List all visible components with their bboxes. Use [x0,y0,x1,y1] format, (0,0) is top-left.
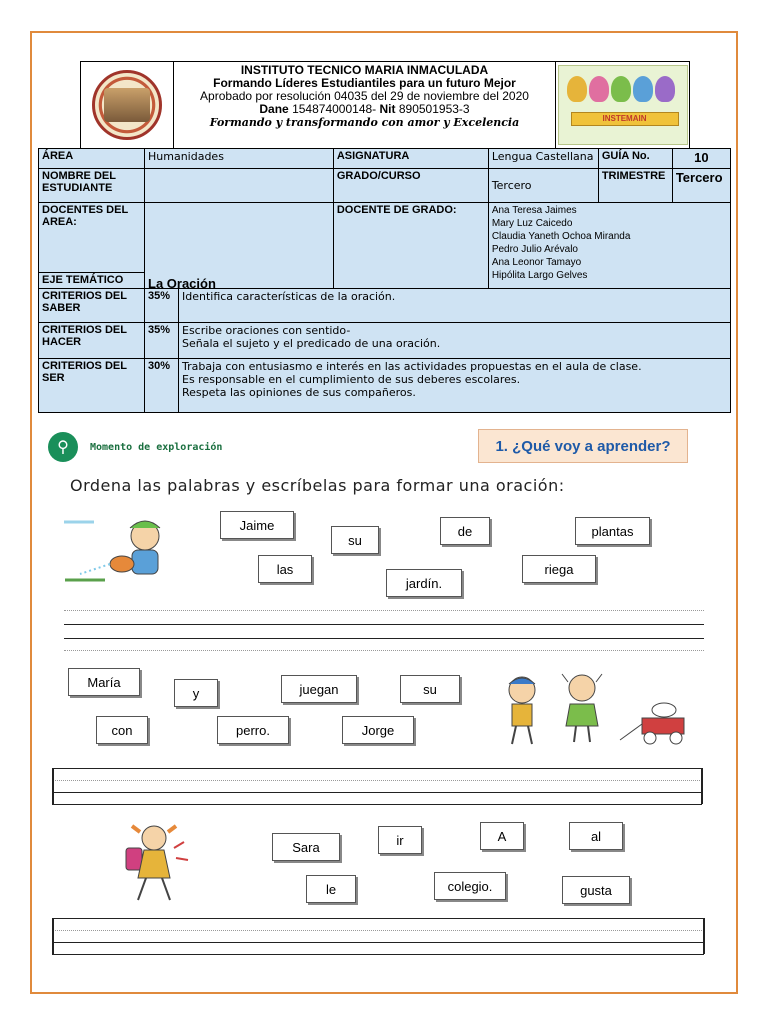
word-card[interactable]: Jorge [342,716,414,744]
docentes-list: Ana Teresa Jaimes Mary Luz Caicedo Claudia Yaneth Ochoa Miranda Pedro Julio Arévalo Ana Leonor Tamayo Hipólita Largo Gelves [488,203,730,289]
word-card[interactable]: Jaime [220,511,294,539]
school-header [80,61,690,149]
trimestre-label: TRIMESTRE [598,169,672,203]
eje-label: EJE TEMÁTICO [39,273,145,289]
approval-text: Aprobado por resolución 04035 del 29 de noviembre del 2020 [200,89,529,103]
gardener-boy-icon [60,514,184,586]
word-card[interactable]: gusta [562,876,630,904]
nombre-value[interactable] [145,169,334,203]
institution-slogan: Formando y transformando con amor y Excelencia [209,116,520,129]
area-value: Humanidades [145,149,334,169]
docentes-area-label: DOCENTES DEL AREA: [39,203,145,273]
word-card[interactable]: plantas [575,517,650,545]
docente-grado-label: DOCENTE DE GRADO: [333,203,488,289]
guide-info-table [38,148,731,413]
institution-motto: Formando Líderes Estudiantiles para un futuro Mejor [213,76,516,90]
guia-label: GUÍA No. [598,149,672,169]
word-card[interactable]: colegio. [434,872,506,900]
word-card[interactable]: Sara [272,833,340,861]
word-card[interactable]: riega [522,555,596,583]
grado-label: GRADO/CURSO [333,169,488,203]
school-seal-logo [81,62,174,148]
header-text [174,62,556,148]
guia-value: 10 [672,149,730,169]
word-card[interactable]: le [306,875,356,903]
owls-icon: INSTEMAIN [558,65,688,145]
grado-value: Tercero [488,169,598,203]
word-card[interactable]: María [68,668,140,696]
ser-pct: 30% [145,359,179,413]
asignatura-value: Lengua Castellana [488,149,598,169]
hacer-label: CRITERIOS DEL HACER [39,323,145,359]
exploration-header [48,432,222,462]
word-card[interactable]: con [96,716,148,744]
word-card[interactable]: su [331,526,379,554]
exercise-instruction: Ordena las palabras y escríbelas para formar una oración: [70,476,565,495]
exploration-title: Momento de exploración [90,441,223,453]
area-label: ÁREA [39,149,145,169]
word-card[interactable]: de [440,517,490,545]
ser-label: CRITERIOS DEL SER [39,359,145,413]
saber-items: Identifica características de la oración. [179,289,731,323]
children-dog-icon [492,668,692,748]
nombre-label: NOMBRE DEL ESTUDIANTE [39,169,145,203]
magnifier-icon: ⚲ [48,432,78,462]
learn-title-box: 1. ¿Qué voy a aprender? [478,429,688,463]
dane-nit: Dane 154874000148- Nit 890501953-3 [259,102,470,116]
word-card[interactable]: y [174,679,218,707]
saber-pct: 35% [145,289,179,323]
hacer-items: Escribe oraciones con sentido- Señala el sujeto y el predicado de una oración. [179,323,731,359]
word-card[interactable]: jardín. [386,569,462,597]
hacer-pct: 35% [145,323,179,359]
institution-name: INSTITUTO TECNICO MARIA INMACULADA [240,63,489,77]
seal-icon [92,70,162,140]
word-card[interactable]: ir [378,826,422,854]
instemain-logo [556,62,689,148]
word-card[interactable]: A [480,822,524,850]
saber-label: CRITERIOS DEL SABER [39,289,145,323]
ser-items: Trabaja con entusiasmo e interés en las actividades propuestas en el aula de clase. Es responsable en el cumplimiento de sus deberes escolares. Respeta las opiniones de sus compañeros. [179,359,731,413]
word-card[interactable]: al [569,822,623,850]
trimestre-value: Tercero [672,169,730,203]
word-card[interactable]: su [400,675,460,703]
eje-value: La Oración [148,276,216,291]
word-card[interactable]: perro. [217,716,289,744]
word-card[interactable]: las [258,555,312,583]
asignatura-label: ASIGNATURA [333,149,488,169]
word-card[interactable]: juegan [281,675,357,703]
schoolgirl-icon [112,818,194,904]
